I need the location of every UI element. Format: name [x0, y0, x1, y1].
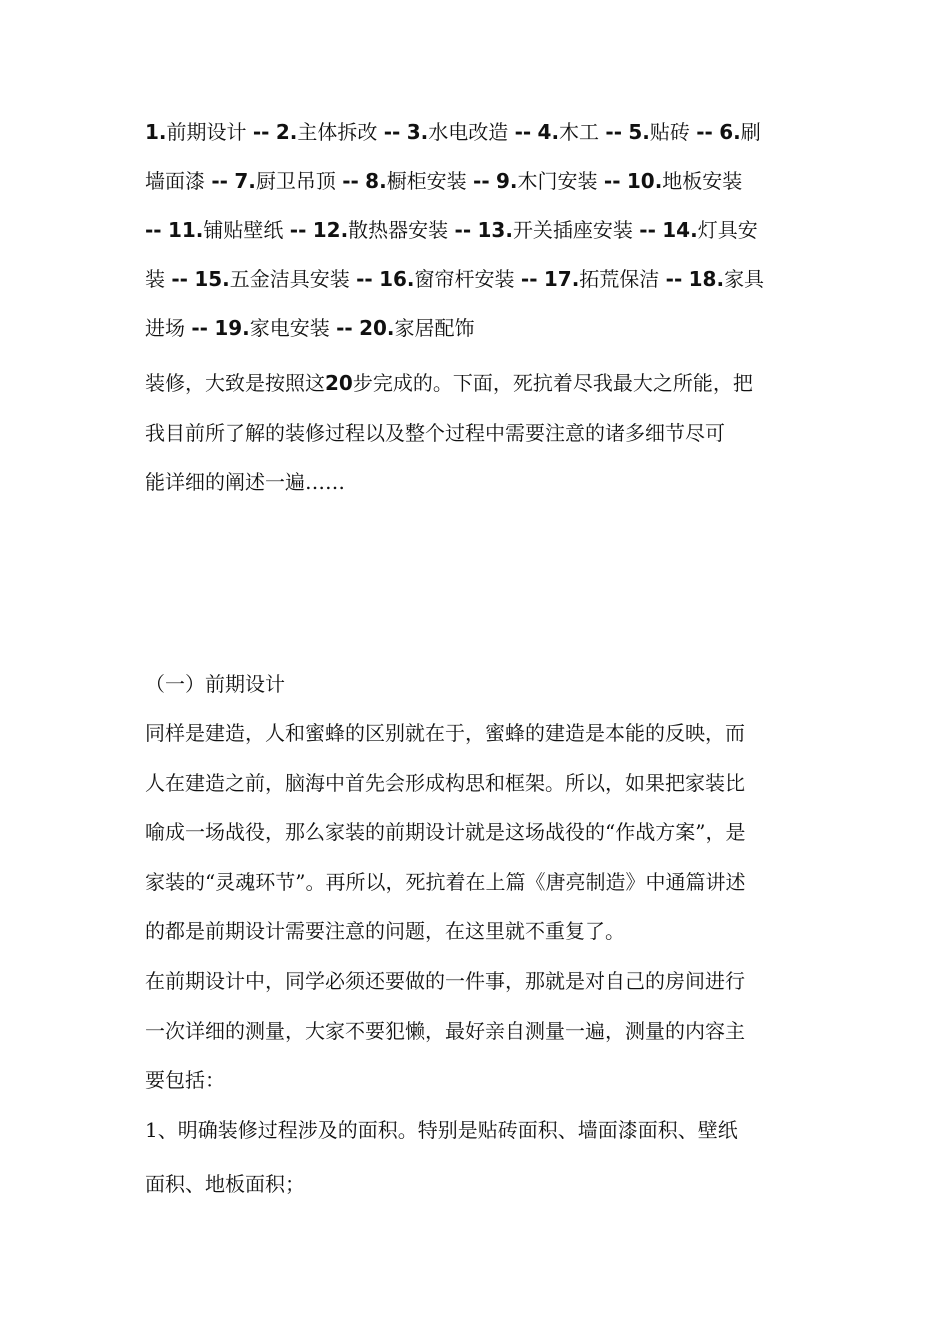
- paragraph-line: 在前期设计中，同学必须还要做的一件事，那就是对自己的房间进行: [145, 969, 745, 993]
- paragraph-line: 的都是前期设计需要注意的问题，在这里就不重复了。: [145, 919, 625, 943]
- intro-line: 能详细的阐述一遍……: [145, 470, 345, 494]
- paragraph-line: 同样是建造，人和蜜蜂的区别就在于，蜜蜂的建造是本能的反映，而: [145, 721, 745, 745]
- steps-line: 1.前期设计 -- 2.主体拆改 -- 3.水电改造 -- 4.木工 -- 5.贴砖 -- 6.刷: [145, 120, 761, 144]
- intro-line: 我目前所了解的装修过程以及整个过程中需要注意的诸多细节尽可: [145, 420, 725, 445]
- paragraph-line: 一次详细的测量，大家不要犯懒，最好亲自测量一遍，测量的内容主: [145, 1018, 745, 1043]
- steps-line: 墙面漆 -- 7.厨卫吊顶 -- 8.橱柜安装 -- 9.木门安装 -- 10.地板安装: [145, 169, 743, 193]
- intro-paragraph: [145, 359, 810, 508]
- paragraph-line: 家装的“灵魂环节”。再所以，死抗着在上篇《唐亮制造》中通篇讲述: [145, 869, 746, 894]
- intro-line: 装修，大致是按照这20步完成的。下面，死抗着尽我最大之所能，把: [145, 371, 753, 395]
- paragraph-line: 要包括：: [145, 1068, 225, 1092]
- section-heading: [145, 660, 810, 710]
- list-item-1: [145, 1106, 810, 1209]
- paragraph-line: 人在建造之前，脑海中首先会形成构思和框架。所以，如果把家装比: [145, 770, 745, 795]
- paragraph-1: [145, 709, 810, 957]
- steps-line: -- 11.铺贴壁纸 -- 12.散热器安装 -- 13.开关插座安装 -- 14.灯具安: [145, 218, 758, 242]
- list-item-line: 1、明确装修过程涉及的面积。特别是贴砖面积、墙面漆面积、壁纸: [145, 1118, 738, 1142]
- steps-line: 进场 -- 19.家电安装 -- 20.家居配饰: [145, 316, 475, 340]
- paragraph-line: 喻成一场战役，那么家装的前期设计就是这场战役的“作战方案”，是: [145, 820, 746, 844]
- steps-line: 装 -- 15.五金洁具安装 -- 16.窗帘杆安装 -- 17.拓荒保洁 -- 18.家具: [145, 267, 765, 291]
- decoration-steps-list: [145, 108, 810, 353]
- list-item-line: 面积、地板面积；: [145, 1171, 305, 1196]
- paragraph-2: [145, 957, 810, 1106]
- section-heading-text: （一）前期设计: [145, 672, 285, 696]
